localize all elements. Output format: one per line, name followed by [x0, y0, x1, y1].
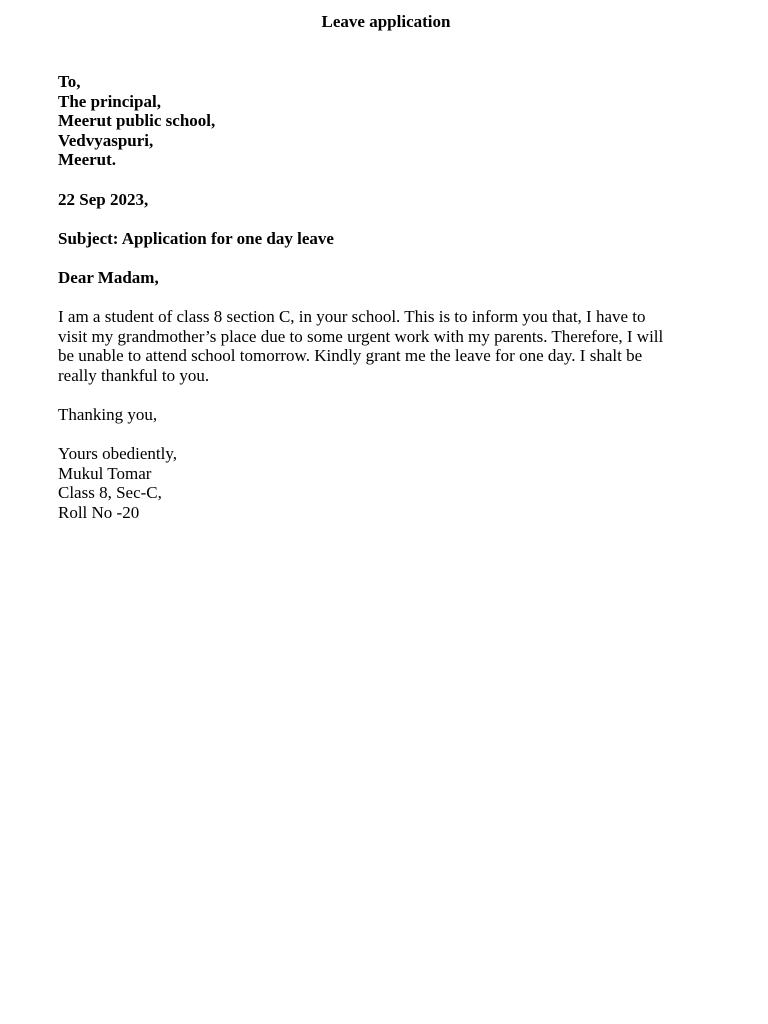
body-line: I am a student of class 8 section C, in your school. This is to inform you that, I have to — [58, 307, 646, 327]
closing-signoff: Yours obediently, — [58, 444, 178, 464]
address-city: Meerut. — [58, 150, 117, 170]
body-line: visit my grandmother’s place due to some urgent work with my parents. Therefore, I will — [58, 326, 664, 346]
closing-name: Mukul Tomar — [58, 463, 152, 483]
letter-body — [58, 307, 718, 385]
body-line: really thankful to you. — [58, 365, 210, 385]
closing-class: Class 8, Sec-C, — [58, 483, 162, 503]
letter-thanks: Thanking you, — [58, 405, 158, 425]
address-school: Meerut public school, — [58, 111, 216, 131]
recipient-address — [58, 72, 718, 170]
letter-date: 22 Sep 2023, — [58, 189, 149, 209]
letter-content — [58, 72, 718, 523]
closing-roll: Roll No -20 — [58, 503, 140, 523]
address-area: Vedvyaspuri, — [58, 130, 154, 150]
document-title: Leave application — [321, 12, 451, 31]
letter-closing — [58, 444, 718, 522]
address-recipient: The principal, — [58, 91, 161, 111]
address-to: To, — [58, 72, 81, 91]
body-line: be unable to attend school tomorrow. Kindly grant me the leave for one day. I shalt be — [58, 346, 643, 366]
letter-salutation: Dear Madam, — [58, 267, 159, 287]
letter-subject: Subject: Application for one day leave — [58, 228, 334, 248]
